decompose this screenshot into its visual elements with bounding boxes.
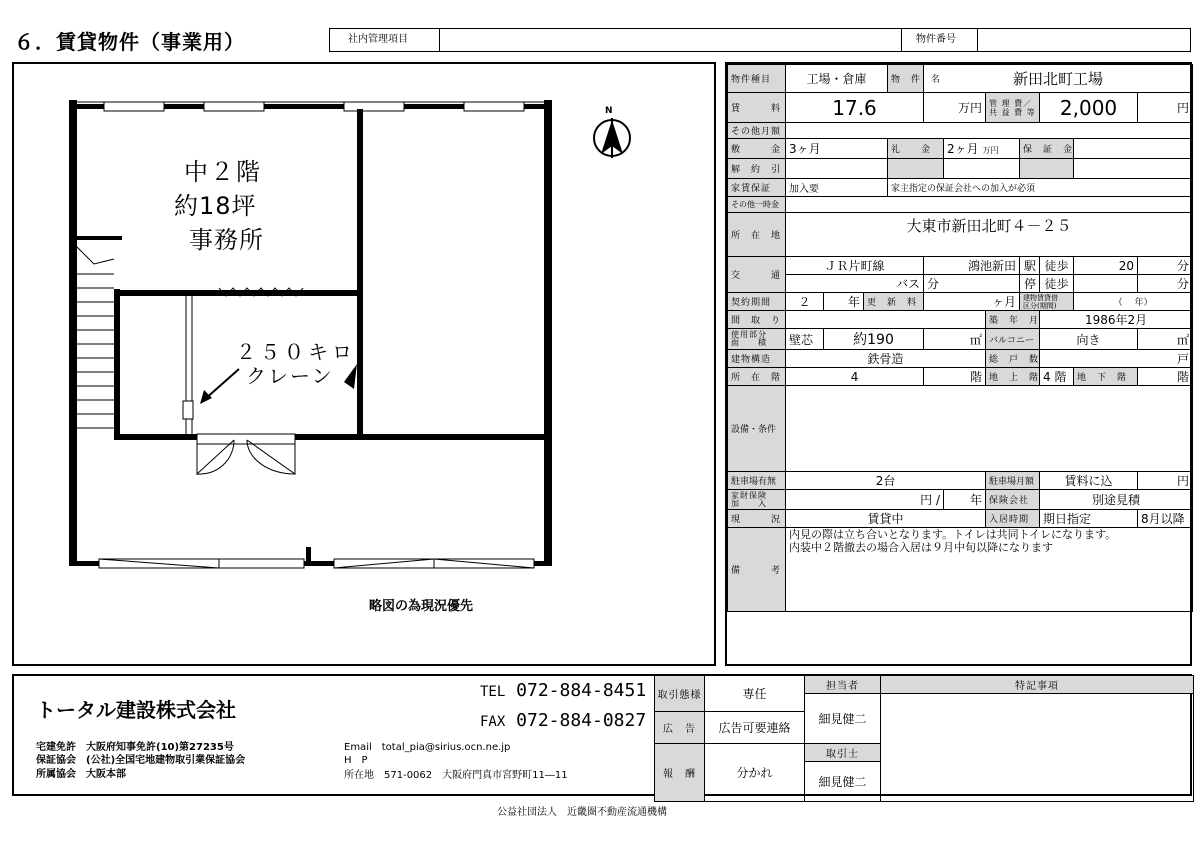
address-line: 所在地 571-0062 大阪府門真市宮野町11―11 xyxy=(344,770,568,781)
rent-guarantee-note: 家主指定の保証会社への加入が必須 xyxy=(888,179,1193,197)
insurance-year: 年 xyxy=(944,490,986,510)
area-label: 約18坪 xyxy=(174,192,257,220)
member-text: 所属協会 大阪本部 xyxy=(36,769,126,780)
mgmt-value xyxy=(440,29,902,51)
rent-label: 賃 料 xyxy=(728,93,786,123)
ad-value: 広告可要連絡 xyxy=(705,712,805,744)
mezzanine-label: 中２階 xyxy=(184,158,262,186)
hp-label: H P xyxy=(344,755,368,766)
page-title: ６．賃貸物件（事業用） xyxy=(14,30,245,54)
below-ground-unit: 階 xyxy=(1138,368,1193,386)
fax-line: FAX 072-884-0827 xyxy=(480,710,647,731)
below-ground-label: 地 下 階 xyxy=(1074,368,1138,386)
status-value: 賃貸中 xyxy=(786,510,986,528)
address-label: 所 在 地 xyxy=(728,213,786,257)
fee-label: 報 酬 xyxy=(655,744,705,802)
minute-unit-2: 分 xyxy=(1138,275,1193,293)
prop-no-label: 物件番号 xyxy=(902,29,978,51)
fee-label: 管 理 費／ 共 益 費 等 xyxy=(986,93,1040,123)
built-label: 築 年 月 xyxy=(986,311,1040,329)
walk-label: 徒歩 xyxy=(1040,257,1074,275)
type-value: 工場・倉庫 xyxy=(786,65,888,93)
walk-minutes: 20 xyxy=(1074,257,1138,275)
office-label: 事務所 xyxy=(189,226,264,254)
status-label: 現 況 xyxy=(728,510,786,528)
floor-area-label: 使用部分 面 積 xyxy=(728,329,786,350)
access-label: 交 通 xyxy=(728,257,786,293)
minute-unit: 分 xyxy=(1138,257,1193,275)
ad-label: 広 告 xyxy=(655,712,705,744)
name-value: 新田北町工場 xyxy=(924,65,1193,93)
floor-plan-panel xyxy=(12,62,716,666)
built-value: 1986年2月 xyxy=(1040,311,1193,329)
term-unit: 年 xyxy=(824,293,864,311)
renewal-label: 更 新 料 xyxy=(864,293,924,311)
lease-type-value: （ 年） xyxy=(1074,293,1193,311)
property-spec-panel xyxy=(725,62,1192,666)
term-label: 契約期間 xyxy=(728,293,786,311)
crane-capacity-label: ２５０キロ xyxy=(236,340,356,364)
company-footer xyxy=(12,674,1192,796)
deposit-label: 敷 金 xyxy=(728,139,786,159)
deal-type-label: 取引態様 xyxy=(655,676,705,712)
crane-label: クレーン xyxy=(246,364,334,388)
bus-label: バス xyxy=(786,275,924,293)
staff-label: 担当者 xyxy=(805,676,881,694)
tel-line: TEL 072-884-8451 xyxy=(480,680,647,701)
address-value: 大東市新田北町４－２５ xyxy=(786,213,1193,257)
parking-fee-unit: 円 xyxy=(1138,472,1193,490)
insurance-label: 家財保険 加 入 xyxy=(728,490,786,510)
parking-fee-label: 駐車場月額 xyxy=(986,472,1040,490)
total-units-unit: 戸 xyxy=(1040,350,1193,368)
area-value: 約190 xyxy=(824,329,924,350)
station-unit: 駅 xyxy=(1020,257,1040,275)
area-unit: ㎡ xyxy=(924,329,986,350)
floor-label: 所 在 階 xyxy=(728,368,786,386)
lease-type-label: 建物賃貸借 区分(期間) xyxy=(1020,293,1074,311)
prop-no-value xyxy=(978,29,1190,51)
walk-label-2: 徒歩 xyxy=(1040,275,1074,293)
special-notes-label: 特記事項 xyxy=(881,676,1194,694)
structure-label: 建物構造 xyxy=(728,350,786,368)
fee-unit: 円 xyxy=(1138,93,1193,123)
area-wall-label: 壁芯 xyxy=(786,329,824,350)
balcony-unit: ㎡ xyxy=(1138,329,1193,350)
license-text: 宅建免許 大阪府知事免許(10)第27235号 xyxy=(36,742,234,753)
station-value: 鴻池新田 xyxy=(924,257,1020,275)
above-ground-value: 4 階 xyxy=(1040,368,1074,386)
email-line: Email total_pia@sirius.ocn.ne.jp xyxy=(344,742,511,753)
deposit-value: 3ヶ月 xyxy=(786,139,888,159)
parking-fee-value: 賃料に込 xyxy=(1040,472,1138,490)
north-label: N xyxy=(605,106,613,116)
parking-value: 2台 xyxy=(786,472,986,490)
rent-guarantee-label: 家賃保証 xyxy=(728,179,786,197)
structure-value: 鉄骨造 xyxy=(786,350,986,368)
company-name: トータル建設株式会社 xyxy=(36,698,236,722)
rent-value: 17.6 xyxy=(786,93,924,123)
insurance-company-label: 保険会社 xyxy=(986,490,1040,510)
move-in-label: 入居時期 xyxy=(986,510,1040,528)
staff-value: 細見健二 xyxy=(805,694,881,744)
move-in-value: 期日指定 xyxy=(1040,510,1138,528)
plan-note: 略図の為現況優先 xyxy=(369,599,474,614)
floor-value: 4 xyxy=(786,368,924,386)
above-ground-label: 地 上 階 xyxy=(986,368,1040,386)
floor-plan-drawing xyxy=(14,64,714,664)
total-units-label: 総 戸 数 xyxy=(986,350,1040,368)
balcony-direction: 向き xyxy=(1040,329,1138,350)
bus-unit: 分 xyxy=(924,275,1020,293)
cancel-label: 解 約 引 xyxy=(728,159,786,179)
rent-guarantee-value: 加入要 xyxy=(786,179,888,197)
fee-value: 2,000 xyxy=(1040,93,1138,123)
rent-unit: 万円 xyxy=(924,93,986,123)
other-once-label: その他一時金 xyxy=(728,197,786,213)
mgmt-label: 社内管理項目 xyxy=(330,29,440,51)
stop-unit: 停 xyxy=(1020,275,1040,293)
deal-table xyxy=(654,675,1194,802)
organization-footer: 公益社団法人 近畿圏不動産流通機構 xyxy=(497,807,667,818)
move-in-date: 8月以降 xyxy=(1138,510,1193,528)
remarks-label: 備 考 xyxy=(728,528,786,612)
key-money-label: 礼 金 xyxy=(888,139,944,159)
deal-type-value: 専任 xyxy=(705,676,805,712)
key-money-value: 2ヶ月 万円 xyxy=(944,139,1020,159)
association-text: 保証協会 (公社)全国宅地建物取引業保証協会 xyxy=(36,755,246,766)
type-label: 物件種目 xyxy=(728,65,786,93)
guarantee-label: 保 証 金 xyxy=(1020,139,1074,159)
line-value: ＪＲ片町線 xyxy=(786,257,924,275)
agent-label: 取引士 xyxy=(805,744,881,762)
balcony-label: バルコニー xyxy=(986,329,1040,350)
remarks-value: 内見の際は立ち合いとなります。トイレは共同トイレになります。 内装中２階撤去の場合入居は９月中旬以降になります xyxy=(786,528,1193,612)
insurance-company-value: 別途見積 xyxy=(1040,490,1193,510)
fee-value: 分かれ xyxy=(705,744,805,802)
term-value: ２ xyxy=(786,293,824,311)
layout-label: 間 取 り xyxy=(728,311,786,329)
parking-label: 駐車場有無 xyxy=(728,472,786,490)
insurance-unit: 円 / xyxy=(786,490,944,510)
facilities-label: 設備・条件 xyxy=(728,386,786,472)
spec-table xyxy=(727,64,1193,612)
other-monthly-label: その他月額 xyxy=(728,123,786,139)
renewal-unit: ヶ月 xyxy=(924,293,1020,311)
header-management-box xyxy=(329,28,1191,52)
name-label: 物 件 名 xyxy=(888,65,924,93)
agent-value: 細見健二 xyxy=(805,762,881,802)
floor-unit: 階 xyxy=(924,368,986,386)
